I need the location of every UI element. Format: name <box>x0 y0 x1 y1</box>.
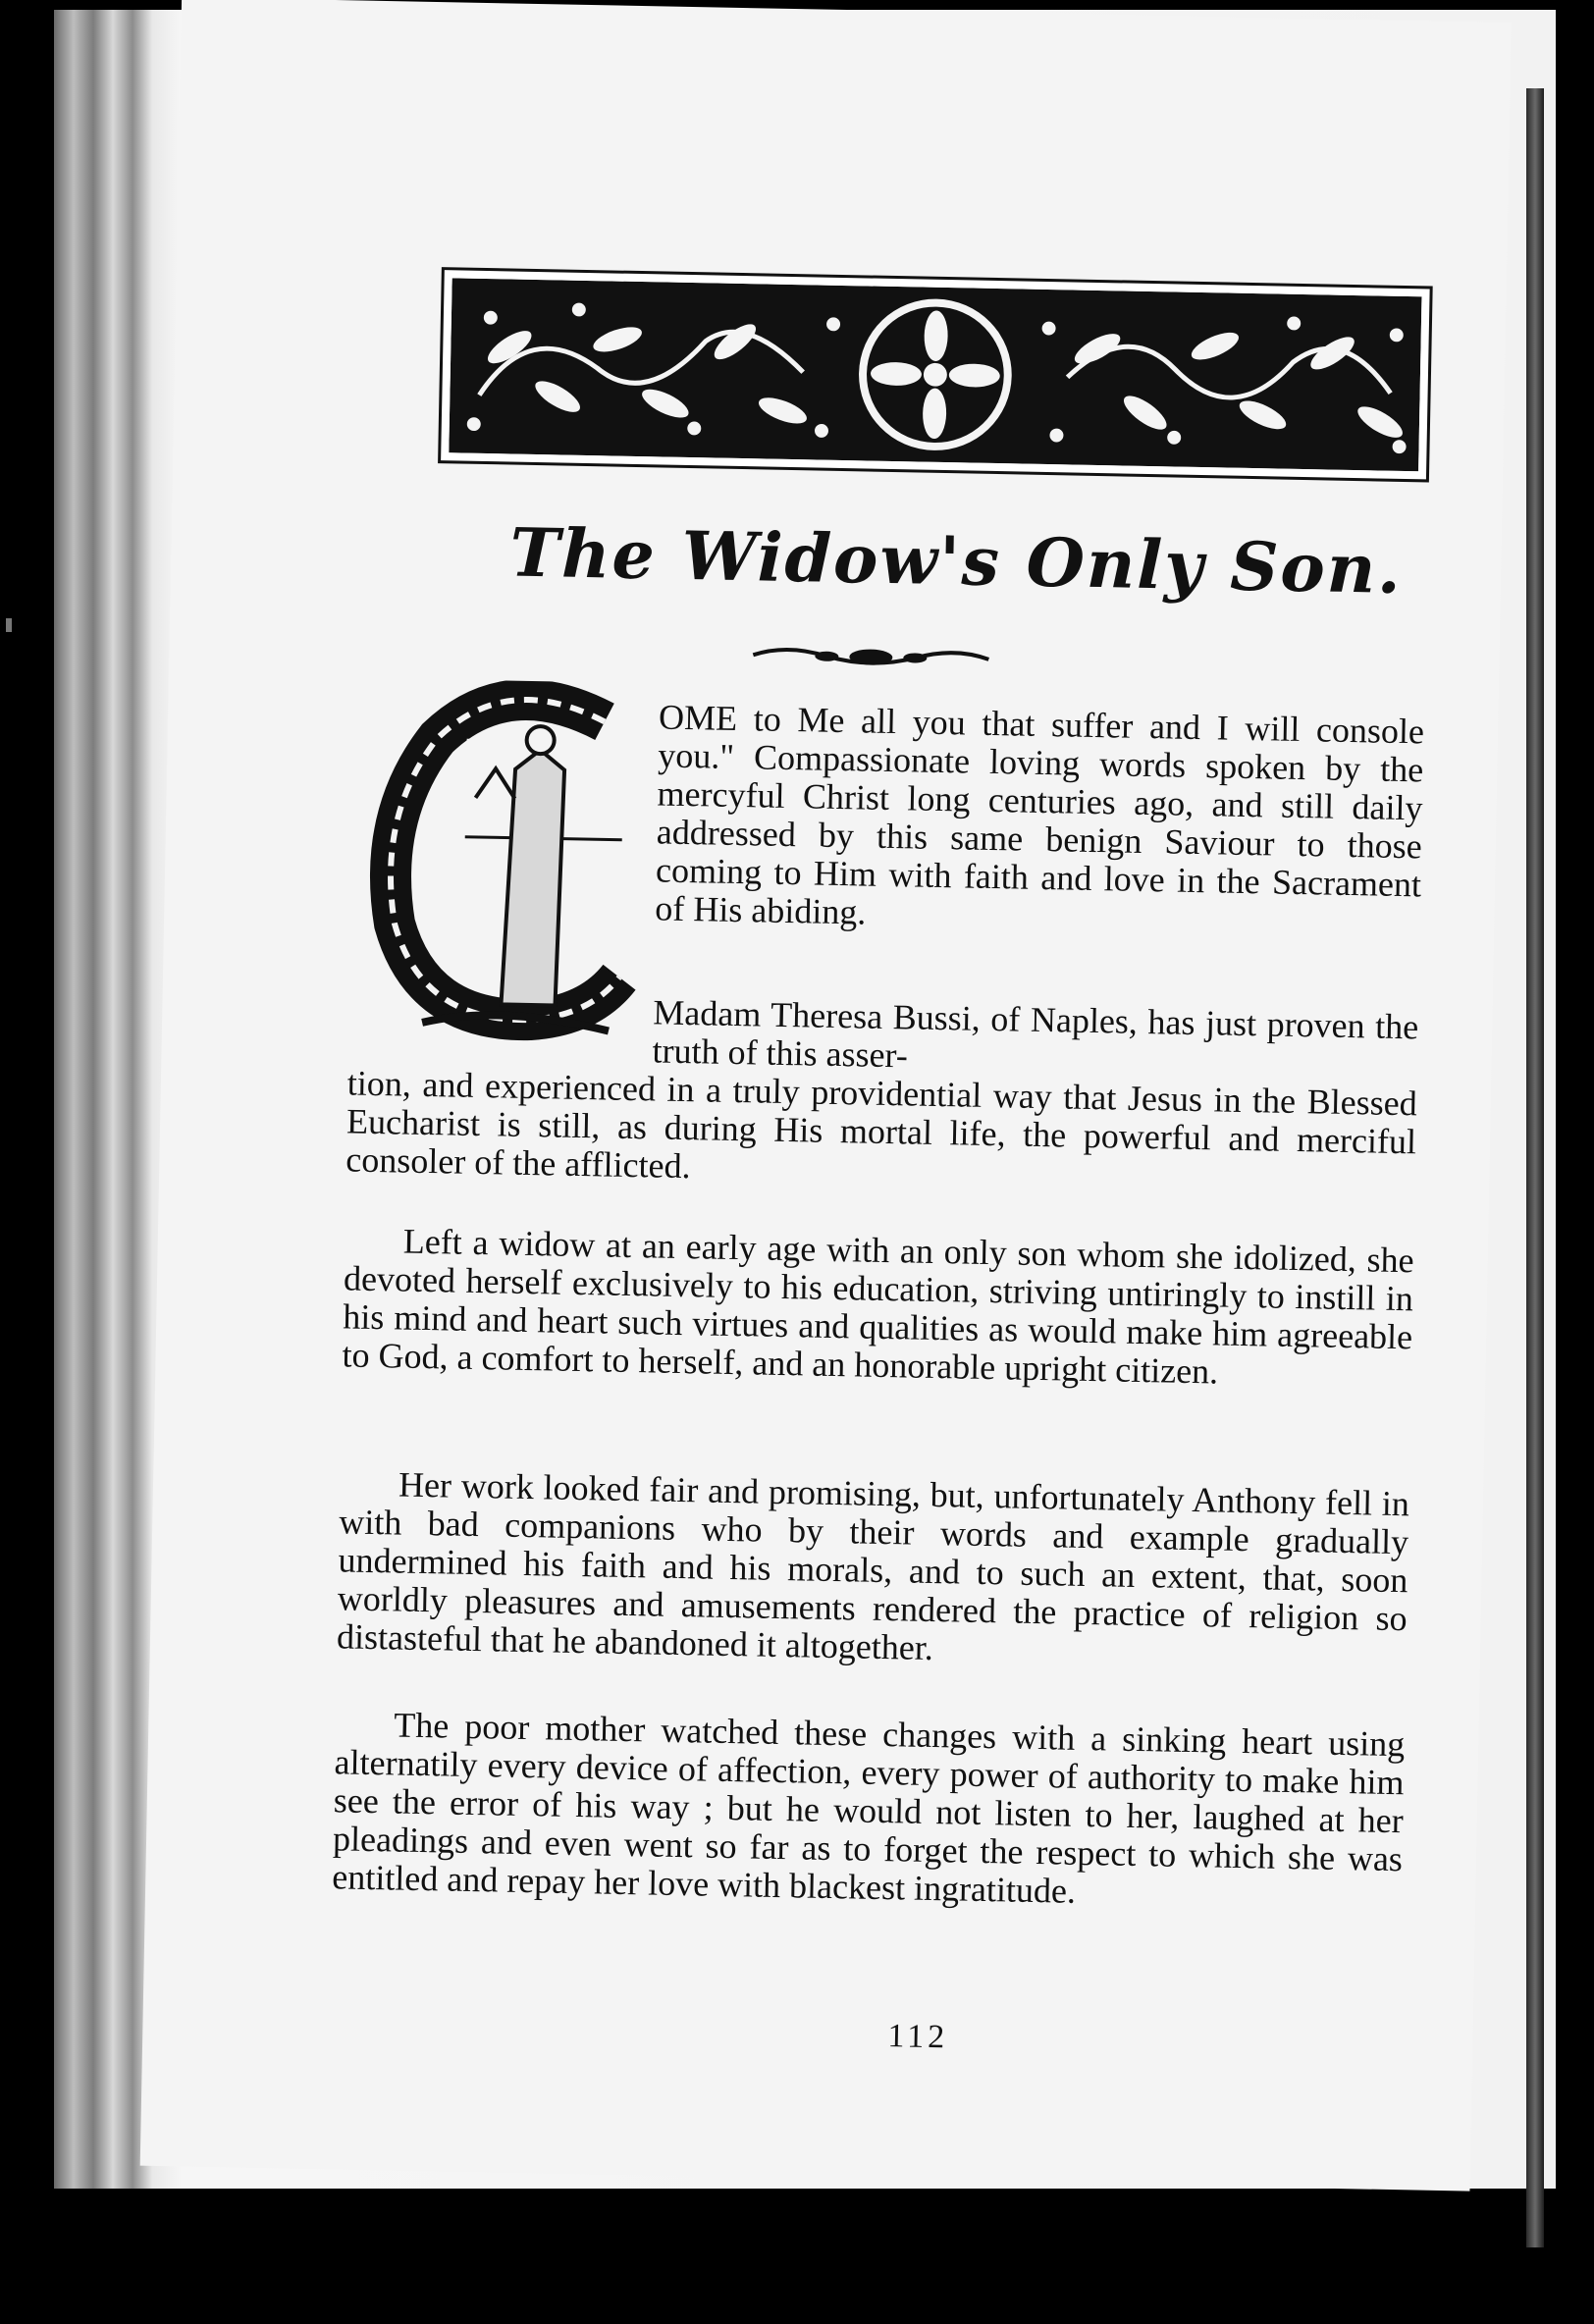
dust-speck <box>6 618 12 632</box>
paragraph-fifth <box>332 1705 1406 1917</box>
paragraph-second-rest: tion, and experienced in a truly providential way that Jesus in the Blessed Eucharist is still, as during His mortal life, the powerful and merciful consoler of the afflicted. <box>345 1063 1418 1187</box>
paragraph-fifth-part1: The poor mother watched these changes with a sinking heart using alternatily every device of affection, every power of authority to make him see the error of his way ; <box>333 1705 1406 1827</box>
paragraph-third: Left a widow at an early age with an only son whom she idolized, she devoted herself exclusively to his education, striving untiringly to instill in his mind and heart such virtues and qualities as would make him agreeable to God, a comfort to herself, and an honorable upright citizen. <box>342 1221 1415 1392</box>
paragraph-fifth-part2: but he would not listen to her, laughed at her pleadings and even went so far as to forget the respect to which she was entitled and repay her love with blackest ingratitude. <box>332 1788 1405 1911</box>
chapter-title: The Widow's Only Son. <box>508 513 1404 609</box>
floral-vine-ornament <box>449 278 1421 471</box>
book-right-edge <box>1526 88 1544 2247</box>
paragraph-opening: OME to Me all you that suffer and I will console you." Compassionate loving words spoken by the mercyful Christ long centuries ago, and still daily addressed by this same benign Saviour to those coming to Him with faith and love in the Sacrament of His abiding. <box>655 697 1425 932</box>
paragraph-second-first-line: Madam Theresa Bussi, of Naples, has just proven the truth of this asser- <box>652 992 1419 1076</box>
paragraph-second <box>345 987 1419 1199</box>
paragraph-fourth: Her work looked fair and promising, but, unfortunately Anthony fell in with bad companions who by their words and example gradually undermined his faith and his morals, and to such an extent, that, soon worldly pleasures and amusements rendered the practice of religion so distasteful that he abandoned it altogether. <box>336 1464 1410 1667</box>
page-number: 112 <box>887 2018 949 2056</box>
decorative-header-band <box>438 267 1433 482</box>
title-flourish-ornament <box>748 641 993 673</box>
book-page <box>140 0 1512 2192</box>
